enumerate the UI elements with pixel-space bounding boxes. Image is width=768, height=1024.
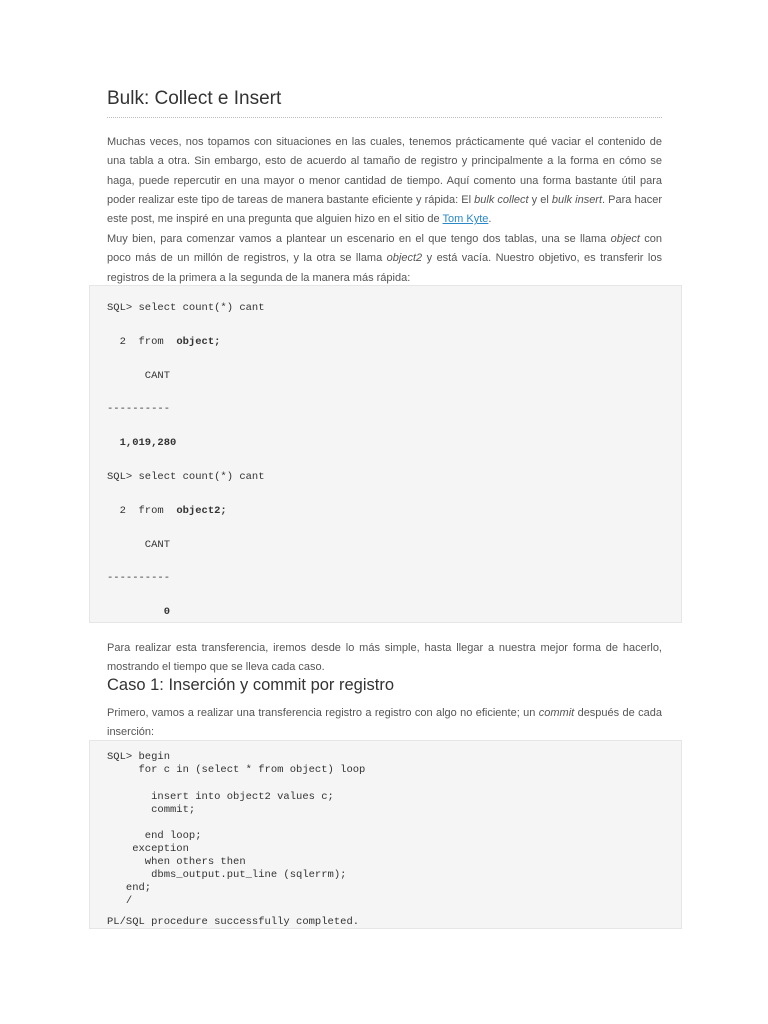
transition-paragraph: Para realizar esta transferencia, iremos desde lo más simple, hasta llegar a nuestra mejor forma de hacerlo, mostrando el tiempo que se lleva cada caso.: [107, 642, 662, 674]
code-line: CANT: [107, 370, 171, 382]
code-line: 1,019,280: [107, 437, 177, 449]
intro-paragraph-2: [107, 230, 662, 288]
code-line: exception: [107, 843, 189, 855]
code-line: for c in (select * from object) loop: [107, 764, 366, 776]
code-line: 2 from object2;: [107, 505, 227, 517]
intro-text: y está vacía. Nuestro objetivo, es transferir los registros de la primera a la segunda de la manera más rápida:: [107, 252, 662, 284]
intro-text: con poco más de un millón de registros, y la otra se llama: [107, 233, 663, 265]
code-line: SQL> begin: [107, 751, 171, 763]
code-block-case1: [89, 740, 682, 929]
code-line: commit;: [107, 804, 196, 816]
bulk-collect-term: bulk collect: [474, 193, 529, 206]
code-line: ----------: [107, 403, 171, 415]
code-line: end;: [107, 882, 152, 894]
bulk-insert-term: bulk insert: [551, 193, 603, 206]
code-line: 2 from object;: [107, 336, 221, 348]
code-line: SQL> select count(*) cant: [107, 471, 265, 483]
intro-text: Muy bien, para comenzar vamos a plantear un escenario en el que tengo dos tablas, una se llama: [107, 233, 611, 245]
code-line: /: [107, 895, 133, 907]
article-title: Bulk: Collect e Insert: [107, 88, 662, 118]
code-line: ----------: [107, 572, 171, 584]
case1-heading: Caso 1: Inserción y commit por registro: [107, 676, 395, 694]
code-line: insert into object2 values c;: [107, 791, 334, 803]
code-line: SQL> select count(*) cant: [107, 302, 265, 314]
object2-term: object2: [386, 252, 423, 265]
code-line: PL/SQL procedure successfully completed.: [107, 916, 360, 928]
intro-text: Muchas veces, nos topamos con situaciones en las cuales, tenemos prácticamente qué vaciar el contenido de una tabla a otra. Sin embargo, esto de acuerdo al tamaño de registro y principalmente a la forma en cómo se haga, puede repercutir en una mayor o menor cantidad de tiempo. Aquí comento una forma bastante útil para poder realizar este tipo de tareas de manera bastante eficiente y rápida: El: [107, 136, 662, 206]
intro-paragraph-1: [107, 133, 662, 229]
code-line: CANT: [107, 539, 171, 551]
intro-text: y el: [528, 193, 552, 206]
tom-kyte-link[interactable]: Tom Kyte: [442, 213, 489, 226]
code-line: dbms_output.put_line (sqlerrm);: [107, 869, 347, 881]
intro-text: .: [488, 213, 492, 226]
intro-text: . Para hacer este post, me inspiré en una pregunta que alguien hizo en el sitio de: [107, 193, 662, 226]
case1-description: Primero, vamos a realizar una transferencia registro a registro con algo no eficiente; un commit después de cada inserción:: [107, 707, 662, 739]
code-line: end loop;: [107, 830, 202, 842]
object-term: object: [610, 233, 640, 245]
code-line: 0: [107, 606, 171, 618]
code-block-count: [89, 285, 682, 623]
code-line: when others then: [107, 856, 246, 868]
commit-term: commit: [538, 707, 575, 719]
